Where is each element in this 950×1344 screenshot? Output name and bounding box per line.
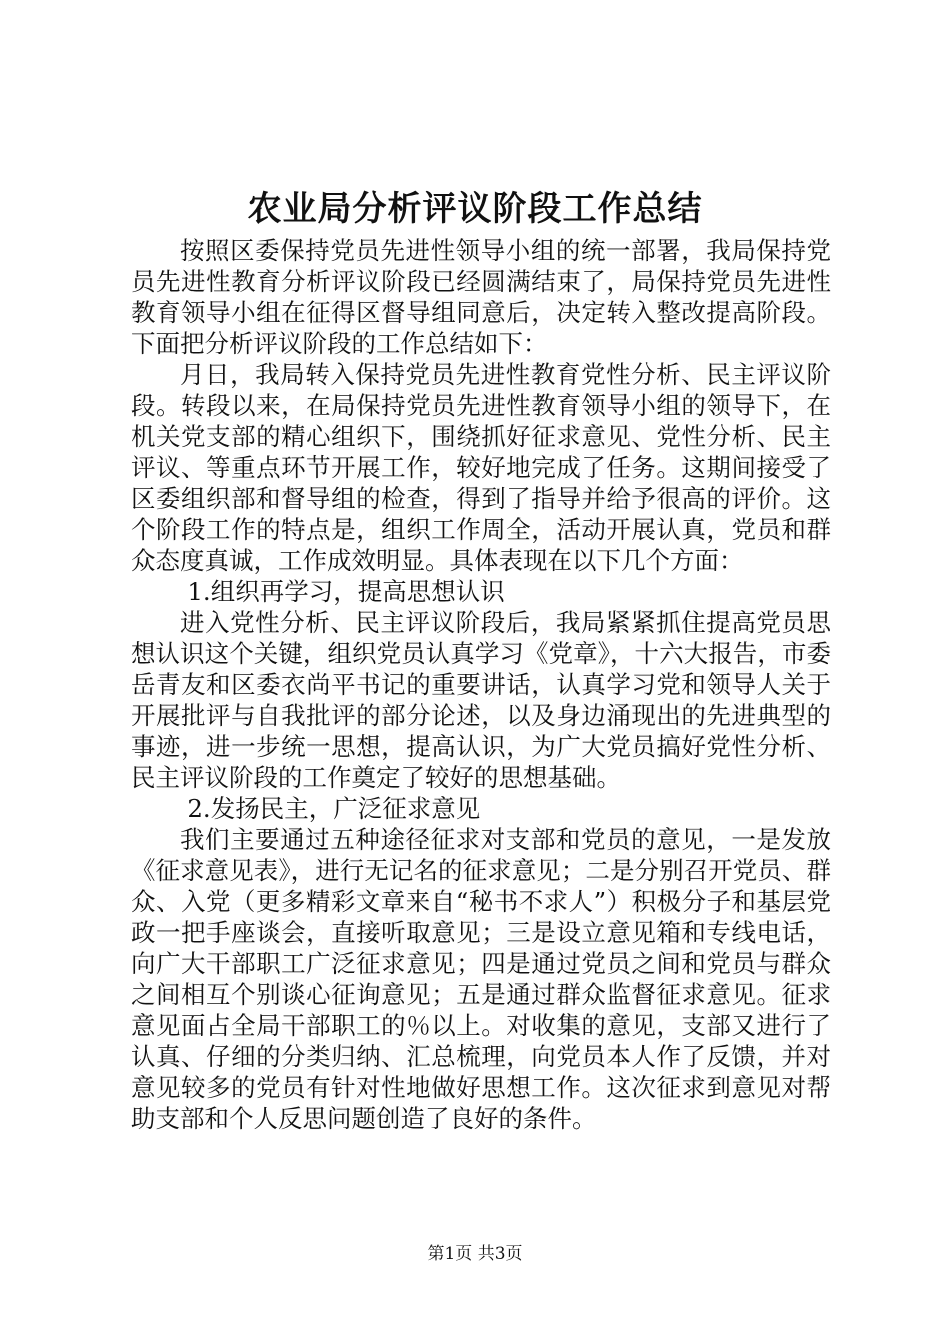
section-heading-opinions: 2.发扬民主，广泛征求意见 — [187, 794, 481, 823]
document-body — [131, 235, 831, 1134]
document-title: 农业局分析评议阶段工作总结 — [247, 189, 703, 229]
paragraph-overview: 月日，我局转入保持党员先进性教育党性分析、民主评议阶段。转段以来，在局保持党员先进性教育领导小组的领导下，在机关党支部的精心组织下，围绕抓好征求意见、党性分析、民主评议、等重点环节开展工作，较好地完成了任务。这期间接受了区委组织部和督导组的检查，得到了指导并给予很高的评价。这个阶段工作的特点是，组织工作周全，活动开展认真，党员和群众态度真诚，工作成效明显。具体表现在以下几个方面： — [131, 360, 831, 575]
paragraph-study: 进入党性分析、民主评议阶段后，我局紧紧抓住提高党员思想认识这个关键，组织党员认真学习《党章》，十六大报告，市委岳青友和区委衣尚平书记的重要讲话，认真学习党和领导人关于开展批评与自我批评的部分论述，以及身边涌现出的先进典型的事迹，进一步统一思想，提高认识，为广大党员搞好党性分析、民主评议阶段的工作奠定了较好的思想基础。 — [131, 608, 831, 792]
paragraph-opinions: 我们主要通过五种途径征求对支部和党员的意见，一是发放《征求意见表》，进行无记名的征求意见；二是分别召开党员、群众、入党（更多精彩文章来自“秘书不求人”）积极分子和基层党政一把手座谈会，直接听取意见；三是设立意见箱和专线电话，向广大干部职工广泛征求意见；四是通过党员之间和党员与群众之间相互个别谈心征询意见；五是通过群众监督征求意见。征求意见面占全局干部职工的％以上。对收集的意见，支部又进行了认真、仔细的分类归纳、汇总梳理，向党员本人作了反馈，并对意见较多的党员有针对性地做好思想工作。这次征求到意见对帮助支部和个人反思问题创造了良好的条件。 — [131, 825, 831, 1133]
paragraph-intro: 按照区委保持党员先进性领导小组的统一部署，我局保持党员先进性教育分析评议阶段已经圆满结束了，局保持党员先进性教育领导小组在征得区督导组同意后，决定转入整改提高阶段。下面把分析评议阶段的工作总结如下： — [131, 236, 831, 358]
section-heading-study: 1.组织再学习，提高思想认识 — [187, 577, 505, 606]
page-number-footer: 第1页 共3页 — [427, 1244, 523, 1264]
